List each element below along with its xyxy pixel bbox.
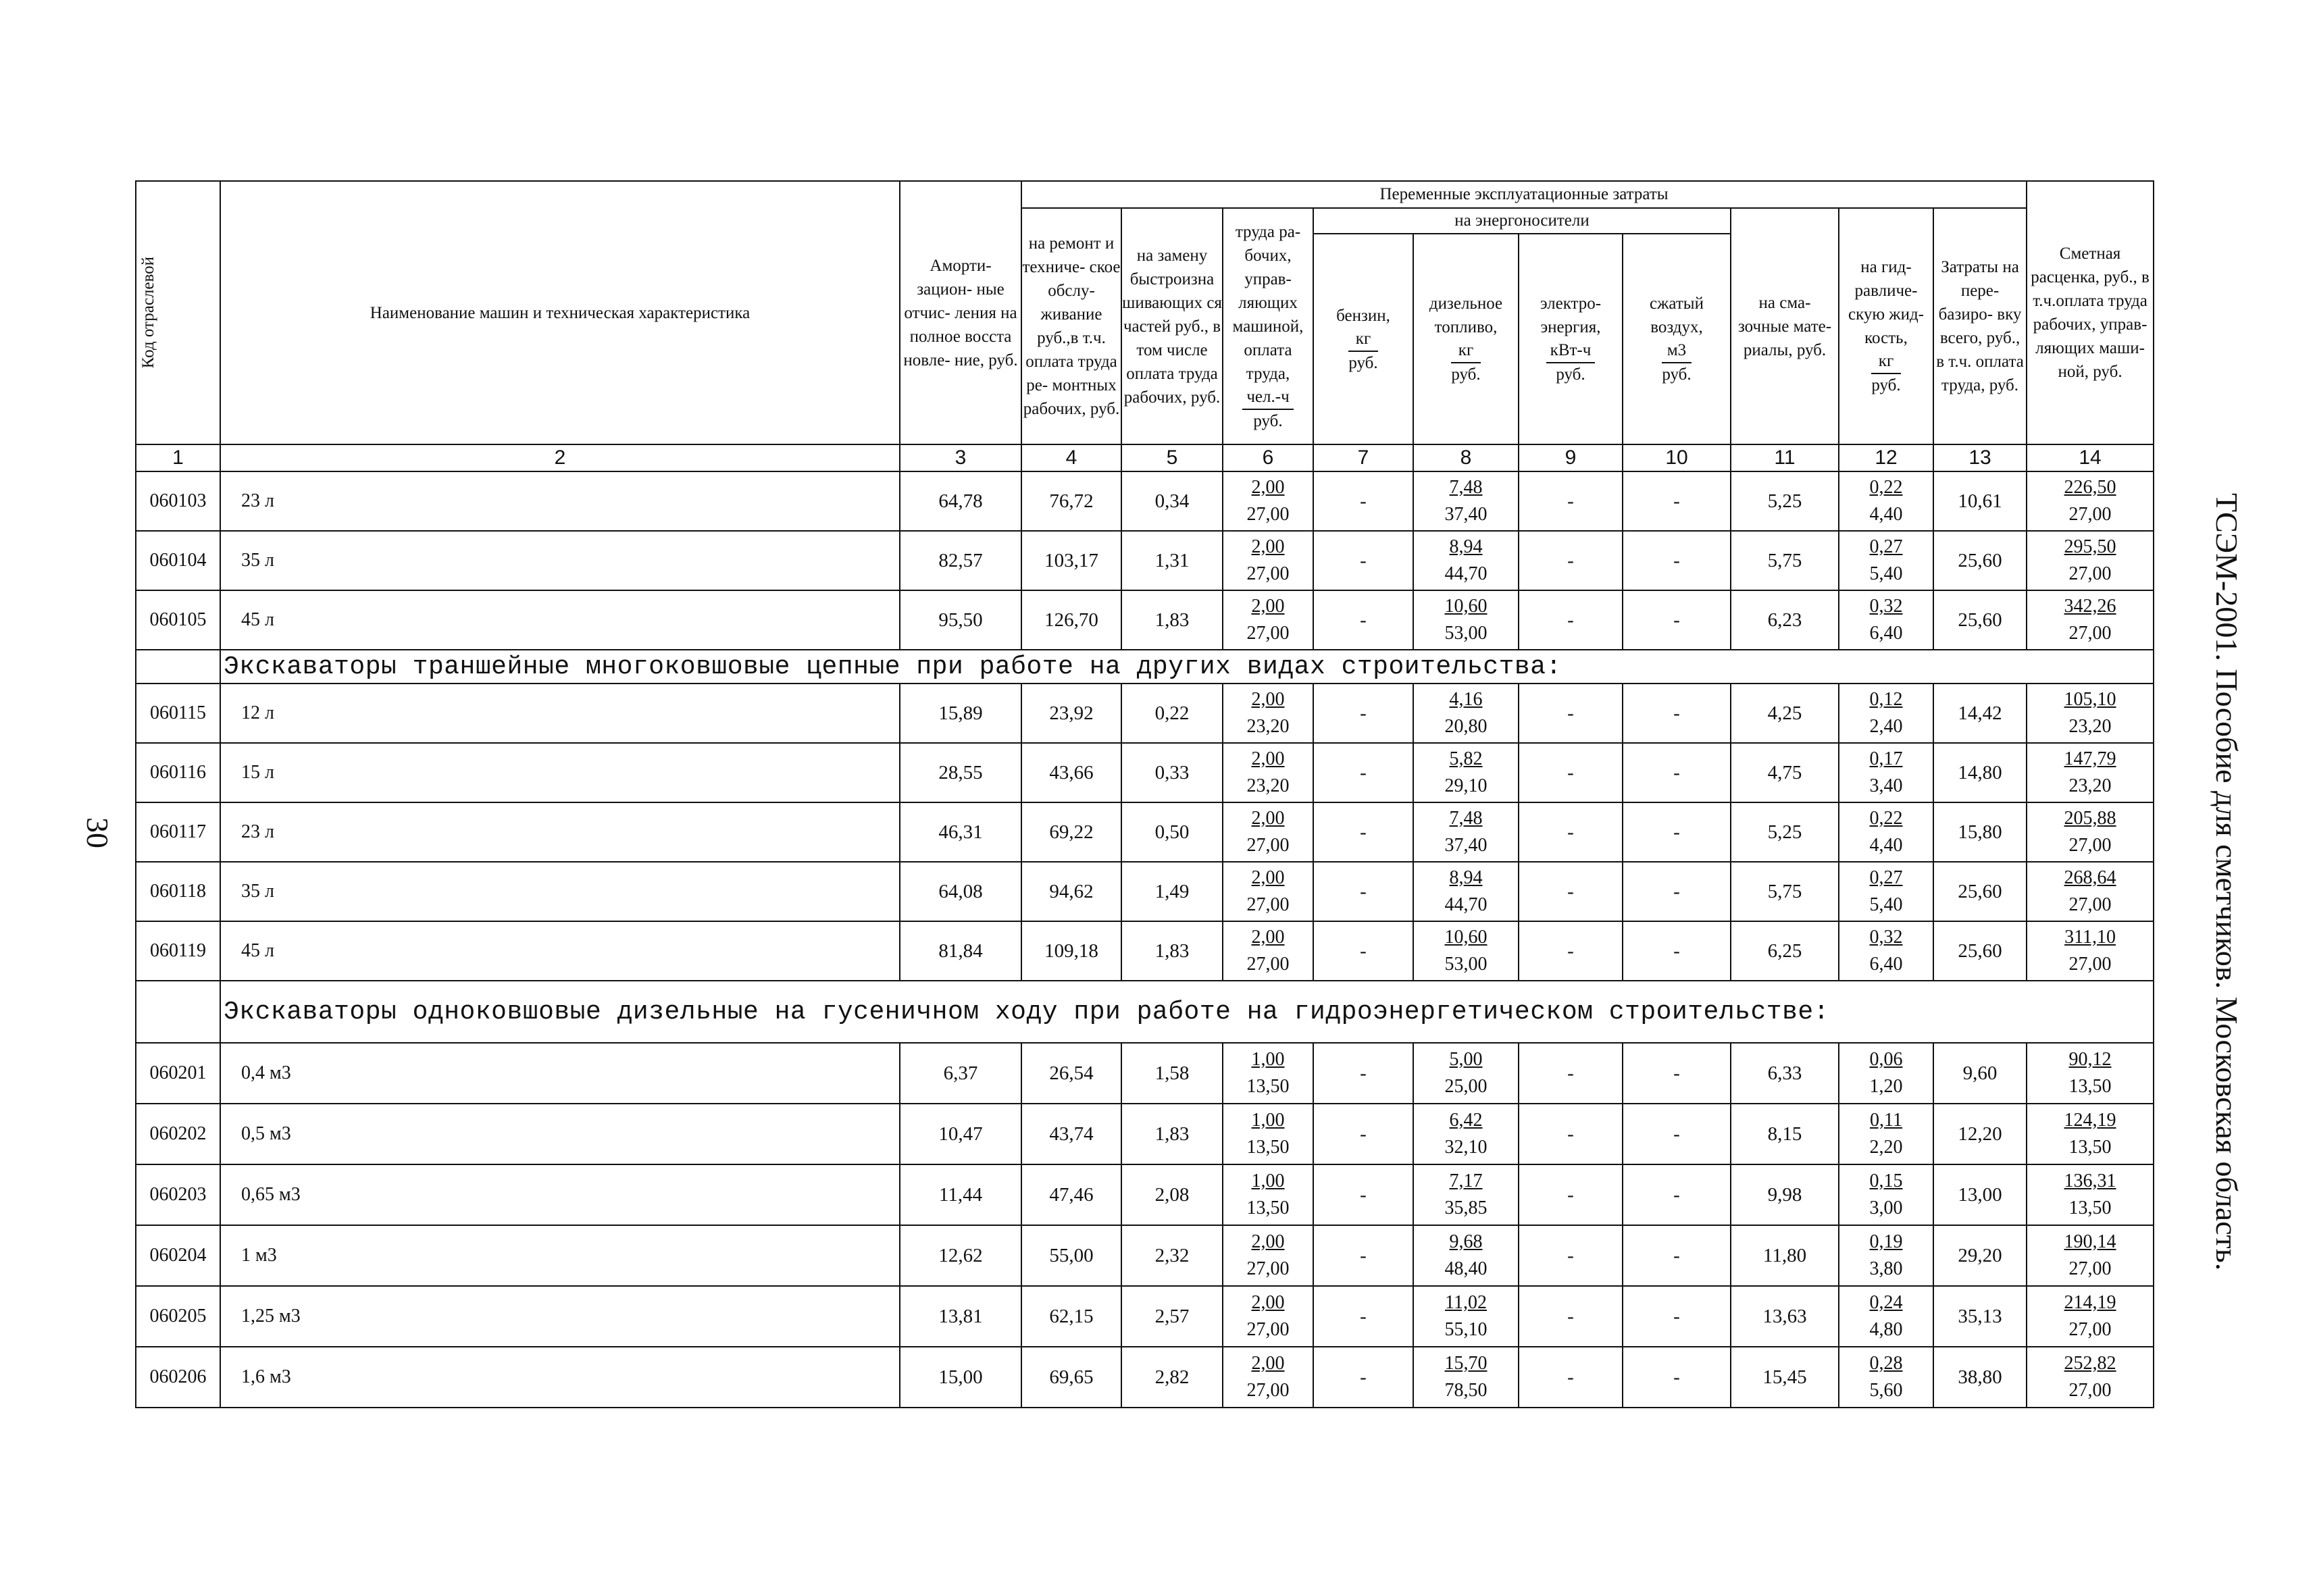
rate-value: $\frac{190,14}{27,00}$ [2027, 1225, 2154, 1286]
table-row [136, 471, 2154, 531]
header-lube: на сма- зочные мате- риалы, руб. [1731, 208, 1839, 444]
header-electric: электро- энергия, кВт-ч руб. [1519, 234, 1623, 444]
diesel-value: $\frac{7,48}{37,40}$ [1413, 802, 1519, 862]
repair-value: 103,17 [1021, 531, 1121, 590]
machine-name: 1,6 м3 [220, 1347, 900, 1408]
diesel-value: $\frac{7,48}{37,40}$ [1413, 471, 1519, 531]
section-code-cell [136, 981, 220, 1043]
machine-code: 060203 [136, 1164, 220, 1225]
rate-value: $\frac{90,12}{13,50}$ [2027, 1043, 2154, 1104]
machine-code: 060204 [136, 1225, 220, 1286]
diesel-value: $\frac{10,60}{53,00}$ [1413, 590, 1519, 650]
relocation-value: 35,13 [1933, 1286, 2027, 1347]
machine-name: 23 л [220, 802, 900, 862]
diesel-value: $\frac{8,94}{44,70}$ [1413, 531, 1519, 590]
machine-name: 35 л [220, 862, 900, 921]
electric-value: - [1519, 1043, 1623, 1104]
header-code: Код отраслевой [136, 181, 220, 444]
electric-value: - [1519, 802, 1623, 862]
hydro-value: $\frac{0,32}{6,40}$ [1839, 921, 1933, 981]
lube-value: 6,33 [1731, 1043, 1839, 1104]
rate-value: $\frac{147,79}{23,20}$ [2027, 743, 2154, 802]
hydro-value: $\frac{0,22}{4,40}$ [1839, 802, 1933, 862]
header-energy: на энергоносители [1313, 208, 1731, 234]
amortization-value: 12,62 [900, 1225, 1021, 1286]
lube-value: 15,45 [1731, 1347, 1839, 1408]
rate-value: $\frac{105,10}{23,20}$ [2027, 684, 2154, 743]
table-row [136, 1225, 2154, 1286]
amortization-value: 11,44 [900, 1164, 1021, 1225]
petrol-value: - [1313, 1043, 1413, 1104]
repair-value: 76,72 [1021, 471, 1121, 531]
relocation-value: 13,00 [1933, 1164, 2027, 1225]
hydro-value: $\frac{0,06}{1,20}$ [1839, 1043, 1933, 1104]
repair-value: 26,54 [1021, 1043, 1121, 1104]
petrol-value: - [1313, 802, 1413, 862]
header-diesel: дизельное топливо, кг руб. [1413, 234, 1519, 444]
labor-value: $\frac{2,00}{23,20}$ [1223, 743, 1313, 802]
header-air: сжатый воздух, м3 руб. [1623, 234, 1731, 444]
labor-value: $\frac{2,00}{27,00}$ [1223, 1286, 1313, 1347]
relocation-value: 38,80 [1933, 1347, 2027, 1408]
amortization-value: 46,31 [900, 802, 1021, 862]
lube-value: 9,98 [1731, 1164, 1839, 1225]
machine-name: 45 л [220, 921, 900, 981]
rate-value: $\frac{311,10}{27,00}$ [2027, 921, 2154, 981]
machine-code: 060103 [136, 471, 220, 531]
petrol-value: - [1313, 684, 1413, 743]
document-side-title: ТСЭМ-2001. Пособие для сметчиков. Московская область. [2210, 493, 2244, 1271]
hydro-value: $\frac{0,24}{4,80}$ [1839, 1286, 1933, 1347]
lube-value: 4,25 [1731, 684, 1839, 743]
labor-value: $\frac{2,00}{27,00}$ [1223, 802, 1313, 862]
replace-value: 1,83 [1121, 590, 1223, 650]
petrol-value: - [1313, 1104, 1413, 1164]
air-value: - [1623, 531, 1731, 590]
column-number: 5 [1121, 444, 1223, 471]
hydro-value: $\frac{0,28}{5,60}$ [1839, 1347, 1933, 1408]
electric-value: - [1519, 531, 1623, 590]
machine-code: 060105 [136, 590, 220, 650]
rate-value: $\frac{342,26}{27,00}$ [2027, 590, 2154, 650]
diesel-value: $\frac{9,68}{48,40}$ [1413, 1225, 1519, 1286]
amortization-value: 82,57 [900, 531, 1021, 590]
column-number: 7 [1313, 444, 1413, 471]
repair-value: 109,18 [1021, 921, 1121, 981]
relocation-value: 25,60 [1933, 921, 2027, 981]
column-number: 1 [136, 444, 220, 471]
petrol-value: - [1313, 590, 1413, 650]
machine-name: 45 л [220, 590, 900, 650]
labor-value: $\frac{2,00}{27,00}$ [1223, 471, 1313, 531]
petrol-value: - [1313, 1225, 1413, 1286]
amortization-value: 10,47 [900, 1104, 1021, 1164]
lube-value: 13,63 [1731, 1286, 1839, 1347]
hydro-value: $\frac{0,19}{3,80}$ [1839, 1225, 1933, 1286]
rate-value: $\frac{214,19}{27,00}$ [2027, 1286, 2154, 1347]
labor-value: $\frac{2,00}{27,00}$ [1223, 590, 1313, 650]
header-replace: на замену быстроизна шивающих ся частей руб., в том числе оплата труда рабочих, руб. [1121, 208, 1223, 444]
hydro-value: $\frac{0,17}{3,40}$ [1839, 743, 1933, 802]
table-row [136, 743, 2154, 802]
column-number-row [136, 444, 2154, 471]
amortization-value: 95,50 [900, 590, 1021, 650]
machine-code: 060202 [136, 1104, 220, 1164]
air-value: - [1623, 590, 1731, 650]
relocation-value: 9,60 [1933, 1043, 2027, 1104]
table-row [136, 590, 2154, 650]
relocation-value: 14,42 [1933, 684, 2027, 743]
machine-rates-table [135, 180, 2154, 1408]
amortization-value: 81,84 [900, 921, 1021, 981]
table-row [136, 1164, 2154, 1225]
hydro-value: $\frac{0,27}{5,40}$ [1839, 531, 1933, 590]
table-row [136, 802, 2154, 862]
labor-value: $\frac{2,00}{27,00}$ [1223, 921, 1313, 981]
amortization-value: 64,08 [900, 862, 1021, 921]
lube-value: 5,75 [1731, 531, 1839, 590]
electric-value: - [1519, 1225, 1623, 1286]
replace-value: 1,83 [1121, 921, 1223, 981]
machine-name: 12 л [220, 684, 900, 743]
table-row [136, 1286, 2154, 1347]
header-variable-costs: Переменные эксплуатационные затраты [1021, 181, 2027, 208]
petrol-value: - [1313, 1286, 1413, 1347]
relocation-value: 10,61 [1933, 471, 2027, 531]
lube-value: 5,25 [1731, 471, 1839, 531]
rate-value: $\frac{205,88}{27,00}$ [2027, 802, 2154, 862]
air-value: - [1623, 802, 1731, 862]
rate-value: $\frac{295,50}{27,00}$ [2027, 531, 2154, 590]
section-title: Экскаваторы одноковшовые дизельные на гусеничном ходу при работе на гидроэнергетическом строительстве: [220, 981, 2154, 1043]
relocation-value: 15,80 [1933, 802, 2027, 862]
machine-name: 15 л [220, 743, 900, 802]
lube-value: 11,80 [1731, 1225, 1839, 1286]
machine-name: 0,5 м3 [220, 1104, 900, 1164]
column-number: 9 [1519, 444, 1623, 471]
column-number: 11 [1731, 444, 1839, 471]
diesel-value: $\frac{7,17}{35,85}$ [1413, 1164, 1519, 1225]
rate-value: $\frac{226,50}{27,00}$ [2027, 471, 2154, 531]
relocation-value: 25,60 [1933, 531, 2027, 590]
machine-name: 35 л [220, 531, 900, 590]
electric-value: - [1519, 1104, 1623, 1164]
lube-value: 6,25 [1731, 921, 1839, 981]
repair-value: 126,70 [1021, 590, 1121, 650]
air-value: - [1623, 1286, 1731, 1347]
labor-value: $\frac{2,00}{27,00}$ [1223, 862, 1313, 921]
column-number: 3 [900, 444, 1021, 471]
diesel-value: $\frac{11,02}{55,10}$ [1413, 1286, 1519, 1347]
header-hydro: на гид- равличе- скую жид- кость, кг руб. [1839, 208, 1933, 444]
hydro-value: $\frac{0,11}{2,20}$ [1839, 1104, 1933, 1164]
machine-code: 060116 [136, 743, 220, 802]
relocation-value: 25,60 [1933, 590, 2027, 650]
petrol-value: - [1313, 1164, 1413, 1225]
table-row [136, 684, 2154, 743]
hydro-value: $\frac{0,22}{4,40}$ [1839, 471, 1933, 531]
replace-value: 2,32 [1121, 1225, 1223, 1286]
electric-value: - [1519, 590, 1623, 650]
hydro-value: $\frac{0,27}{5,40}$ [1839, 862, 1933, 921]
relocation-value: 25,60 [1933, 862, 2027, 921]
replace-value: 0,33 [1121, 743, 1223, 802]
machine-name: 0,65 м3 [220, 1164, 900, 1225]
repair-value: 62,15 [1021, 1286, 1121, 1347]
air-value: - [1623, 684, 1731, 743]
replace-value: 0,34 [1121, 471, 1223, 531]
machine-code: 060117 [136, 802, 220, 862]
machine-name: 0,4 м3 [220, 1043, 900, 1104]
repair-value: 23,92 [1021, 684, 1121, 743]
repair-value: 69,65 [1021, 1347, 1121, 1408]
labor-value: $\frac{1,00}{13,50}$ [1223, 1164, 1313, 1225]
petrol-value: - [1313, 743, 1413, 802]
column-number: 14 [2027, 444, 2154, 471]
diesel-value: $\frac{15,70}{78,50}$ [1413, 1347, 1519, 1408]
column-number: 4 [1021, 444, 1121, 471]
section-row [136, 650, 2154, 684]
section-title: Экскаваторы траншейные многоковшовые цепные при работе на других видах строительства: [220, 650, 2154, 684]
labor-value: $\frac{2,00}{27,00}$ [1223, 531, 1313, 590]
replace-value: 1,83 [1121, 1104, 1223, 1164]
amortization-value: 15,89 [900, 684, 1021, 743]
table-row [136, 1043, 2154, 1104]
petrol-value: - [1313, 471, 1413, 531]
header-rate: Сметная расценка, руб., в т.ч.оплата труда рабочих, управ- ляющих маши- ной, руб. [2027, 181, 2154, 444]
header-labor: труда ра- бочих, управ- ляющих машиной, оплата труда, чел.-ч руб. [1223, 208, 1313, 444]
lube-value: 6,23 [1731, 590, 1839, 650]
electric-value: - [1519, 743, 1623, 802]
replace-value: 0,50 [1121, 802, 1223, 862]
machine-code: 060205 [136, 1286, 220, 1347]
rate-value: $\frac{268,64}{27,00}$ [2027, 862, 2154, 921]
machine-name: 23 л [220, 471, 900, 531]
table-row [136, 1347, 2154, 1408]
electric-value: - [1519, 471, 1623, 531]
machine-code: 060118 [136, 862, 220, 921]
amortization-value: 6,37 [900, 1043, 1021, 1104]
rate-value: $\frac{252,82}{27,00}$ [2027, 1347, 2154, 1408]
column-number: 6 [1223, 444, 1313, 471]
petrol-value: - [1313, 862, 1413, 921]
replace-value: 2,08 [1121, 1164, 1223, 1225]
air-value: - [1623, 1347, 1731, 1408]
diesel-value: $\frac{10,60}{53,00}$ [1413, 921, 1519, 981]
header-repair: на ремонт и техниче- ское обслу- живание руб.,в т.ч. оплата труда ре- монтных рабочих, руб. [1021, 208, 1121, 444]
machine-name: 1,25 м3 [220, 1286, 900, 1347]
amortization-value: 64,78 [900, 471, 1021, 531]
air-value: - [1623, 1225, 1731, 1286]
rate-value: $\frac{124,19}{13,50}$ [2027, 1104, 2154, 1164]
labor-value: $\frac{1,00}{13,50}$ [1223, 1104, 1313, 1164]
labor-value: $\frac{2,00}{23,20}$ [1223, 684, 1313, 743]
amortization-value: 15,00 [900, 1347, 1021, 1408]
hydro-value: $\frac{0,12}{2,40}$ [1839, 684, 1933, 743]
electric-value: - [1519, 684, 1623, 743]
air-value: - [1623, 1164, 1731, 1225]
amortization-value: 13,81 [900, 1286, 1021, 1347]
air-value: - [1623, 1043, 1731, 1104]
hydro-value: $\frac{0,32}{6,40}$ [1839, 590, 1933, 650]
header-petrol: бензин, кг руб. [1313, 234, 1413, 444]
labor-value: $\frac{2,00}{27,00}$ [1223, 1225, 1313, 1286]
repair-value: 94,62 [1021, 862, 1121, 921]
air-value: - [1623, 862, 1731, 921]
lube-value: 5,25 [1731, 802, 1839, 862]
electric-value: - [1519, 1286, 1623, 1347]
diesel-value: $\frac{8,94}{44,70}$ [1413, 862, 1519, 921]
air-value: - [1623, 1104, 1731, 1164]
repair-value: 43,74 [1021, 1104, 1121, 1164]
replace-value: 1,58 [1121, 1043, 1223, 1104]
petrol-value: - [1313, 531, 1413, 590]
relocation-value: 14,80 [1933, 743, 2027, 802]
repair-value: 47,46 [1021, 1164, 1121, 1225]
petrol-value: - [1313, 921, 1413, 981]
column-number: 8 [1413, 444, 1519, 471]
electric-value: - [1519, 1164, 1623, 1225]
air-value: - [1623, 743, 1731, 802]
labor-value: $\frac{2,00}{27,00}$ [1223, 1347, 1313, 1408]
repair-value: 69,22 [1021, 802, 1121, 862]
labor-value: $\frac{1,00}{13,50}$ [1223, 1043, 1313, 1104]
column-number: 13 [1933, 444, 2027, 471]
air-value: - [1623, 471, 1731, 531]
column-number: 12 [1839, 444, 1933, 471]
replace-value: 2,82 [1121, 1347, 1223, 1408]
lube-value: 8,15 [1731, 1104, 1839, 1164]
header-amortization: Аморти- зацион- ные отчис- ления на полное восста новле- ние, руб. [900, 181, 1021, 444]
lube-value: 5,75 [1731, 862, 1839, 921]
machine-code: 060104 [136, 531, 220, 590]
column-number: 2 [220, 444, 900, 471]
electric-value: - [1519, 921, 1623, 981]
diesel-value: $\frac{5,00}{25,00}$ [1413, 1043, 1519, 1104]
relocation-value: 12,20 [1933, 1104, 2027, 1164]
diesel-value: $\frac{6,42}{32,10}$ [1413, 1104, 1519, 1164]
section-code-cell [136, 650, 220, 684]
amortization-value: 28,55 [900, 743, 1021, 802]
repair-value: 55,00 [1021, 1225, 1121, 1286]
machine-name: 1 м3 [220, 1225, 900, 1286]
replace-value: 1,49 [1121, 862, 1223, 921]
machine-code: 060201 [136, 1043, 220, 1104]
table-row [136, 862, 2154, 921]
table-row [136, 1104, 2154, 1164]
header-name: Наименование машин и техническая характеристика [220, 181, 900, 444]
replace-value: 0,22 [1121, 684, 1223, 743]
machine-code: 060119 [136, 921, 220, 981]
electric-value: - [1519, 862, 1623, 921]
diesel-value: $\frac{5,82}{29,10}$ [1413, 743, 1519, 802]
relocation-value: 29,20 [1933, 1225, 2027, 1286]
lube-value: 4,75 [1731, 743, 1839, 802]
hydro-value: $\frac{0,15}{3,00}$ [1839, 1164, 1933, 1225]
replace-value: 2,57 [1121, 1286, 1223, 1347]
replace-value: 1,31 [1121, 531, 1223, 590]
repair-value: 43,66 [1021, 743, 1121, 802]
page-number: 30 [80, 817, 115, 848]
electric-value: - [1519, 1347, 1623, 1408]
rate-value: $\frac{136,31}{13,50}$ [2027, 1164, 2154, 1225]
table-row [136, 921, 2154, 981]
air-value: - [1623, 921, 1731, 981]
diesel-value: $\frac{4,16}{20,80}$ [1413, 684, 1519, 743]
machine-code: 060206 [136, 1347, 220, 1408]
header-relocation: Затраты на пере- базиро- вку всего, руб., в т.ч. оплата труда, руб. [1933, 208, 2027, 444]
table-row [136, 531, 2154, 590]
petrol-value: - [1313, 1347, 1413, 1408]
section-row [136, 981, 2154, 1043]
machine-code: 060115 [136, 684, 220, 743]
column-number: 10 [1623, 444, 1731, 471]
